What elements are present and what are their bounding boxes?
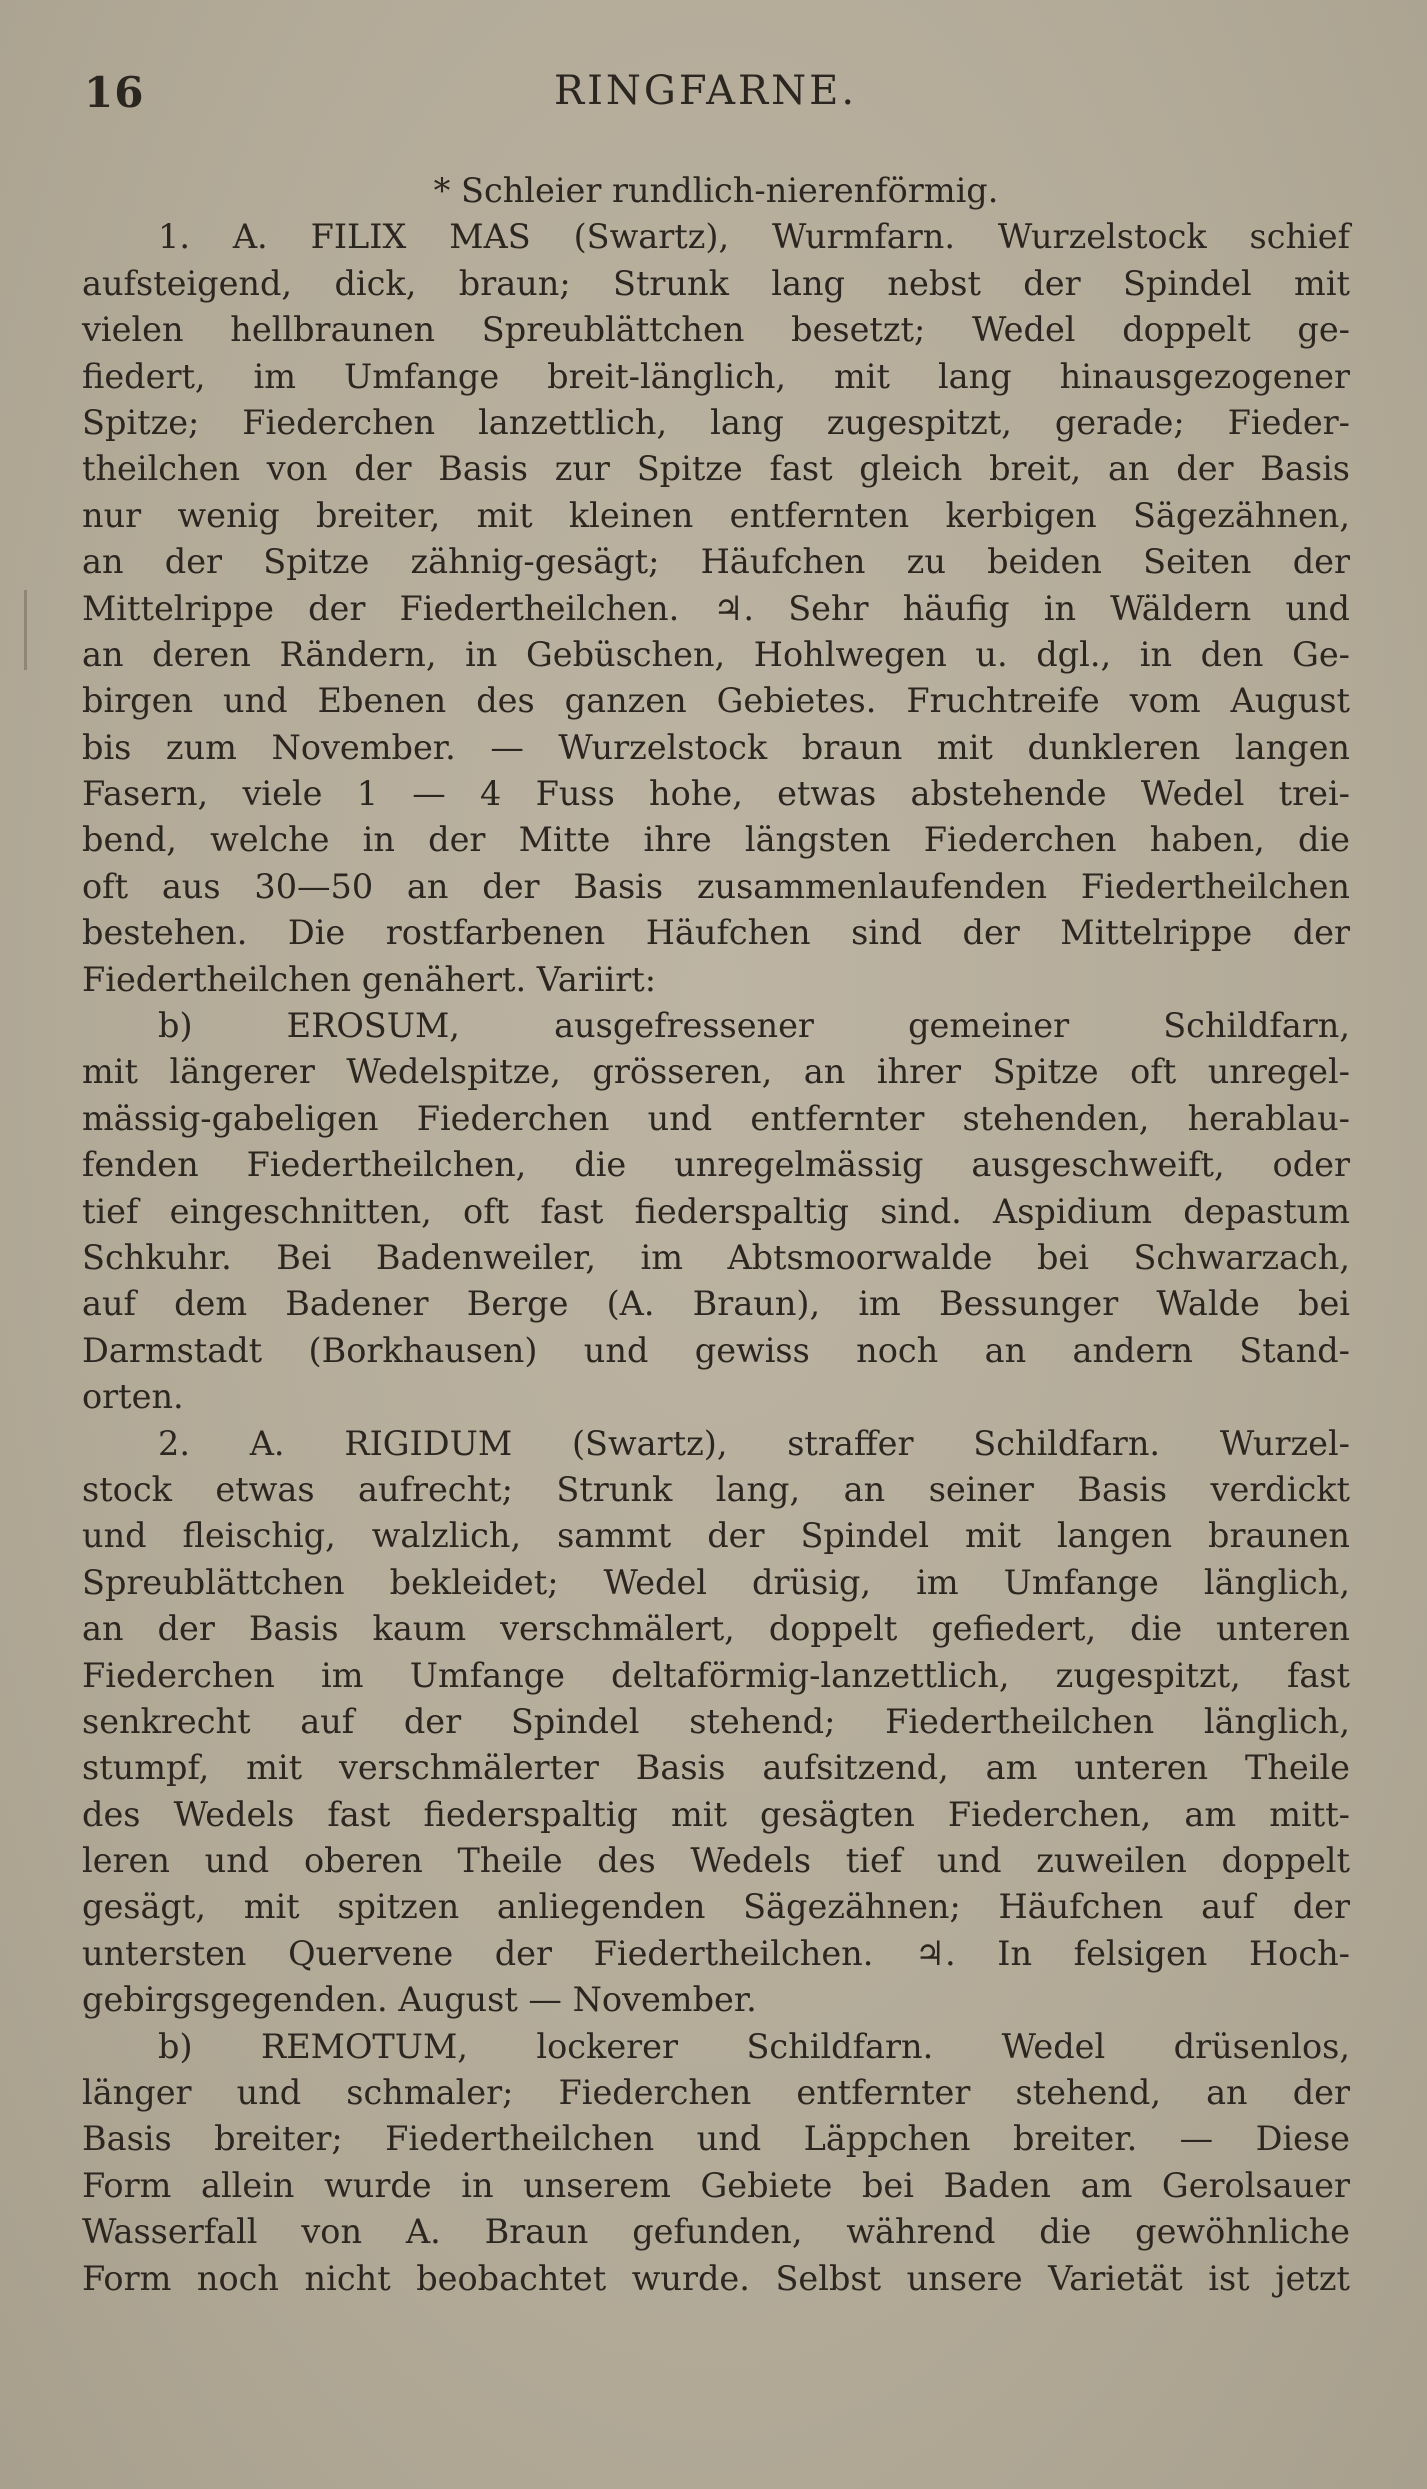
text-line: * Schleier rundlich-nierenförmig. (433, 171, 999, 210)
text-line: fiedert, im Umfange breit-länglich, mit lang hinausgezogener (82, 356, 1350, 396)
text-line: untersten Quervene der Fiedertheilchen. ♃. In felsigen Hoch- (82, 1933, 1350, 1973)
text-line: orten. (82, 1377, 184, 1417)
text-line: tief eingeschnitten, oft fast fiederspaltig sind. Aspidium depastum (82, 1191, 1350, 1231)
body-text (82, 168, 1350, 2302)
text-line: Form noch nicht beobachtet wurde. Selbst unsere Varietät ist jetzt (82, 2258, 1350, 2298)
text-line: Fiedertheilchen genähert. Variirt: (82, 959, 657, 999)
text-line: Schkuhr. Bei Badenweiler, im Abtsmoorwalde bei Schwarzach, (82, 1237, 1350, 1277)
text-line: leren und oberen Theile des Wedels tief und zuweilen doppelt (82, 1841, 1350, 1881)
text-line: nur wenig breiter, mit kleinen entfernten kerbigen Sägezähnen, (82, 495, 1350, 535)
text-line: Fiederchen im Umfange deltaförmig-lanzettlich, zugespitzt, fast (82, 1655, 1350, 1695)
text-line: und fleischig, walzlich, sammt der Spindel mit langen braunen (82, 1516, 1350, 1556)
text-line: mit längerer Wedelspitze, grösseren, an ihrer Spitze oft unregel- (82, 1052, 1350, 1092)
text-line: Basis breiter; Fiedertheilchen und Läppchen breiter. — Diese (82, 2119, 1350, 2159)
text-line: theilchen von der Basis zur Spitze fast gleich breit, an der Basis (82, 449, 1350, 489)
page-header (84, 68, 1354, 128)
text-line: birgen und Ebenen des ganzen Gebietes. Fruchtreife vom August (82, 681, 1350, 721)
text-line: 2. A. RIGIDUM (Swartz), straffer Schildfarn. Wurzel- (158, 1423, 1350, 1463)
text-line: länger und schmaler; Fiederchen entfernter stehend, an der (82, 2073, 1350, 2113)
text-line: an der Spitze zähnig-gesägt; Häufchen zu beiden Seiten der (82, 542, 1350, 582)
margin-mark (24, 590, 27, 670)
text-line: oft aus 30—50 an der Basis zusammenlaufenden Fiedertheilchen (82, 866, 1350, 906)
text-line: b) REMOTUM, lockerer Schildfarn. Wedel drüsenlos, (158, 2026, 1350, 2066)
text-line: stumpf, mit verschmälerter Basis aufsitzend, am unteren Theile (82, 1748, 1350, 1788)
text-line: b) EROSUM, ausgefressener gemeiner Schildfarn, (158, 1006, 1350, 1046)
text-line: Form allein wurde in unserem Gebiete bei Baden am Gerolsauer (82, 2165, 1350, 2205)
text-line: 1. A. FILIX MAS (Swartz), Wurmfarn. Wurzelstock schief (158, 217, 1350, 257)
text-line: des Wedels fast fiederspaltig mit gesägten Fiederchen, am mitt- (82, 1794, 1350, 1834)
text-line: Mittelrippe der Fiedertheilchen. ♃. Sehr häufig in Wäldern und (82, 588, 1350, 628)
text-line: senkrecht auf der Spindel stehend; Fiedertheilchen länglich, (82, 1701, 1350, 1741)
text-line: gebirgsgegenden. August — November. (82, 1980, 757, 2020)
text-line: Fasern, viele 1 — 4 Fuss hohe, etwas abstehende Wedel trei- (82, 774, 1350, 814)
text-line: Spreublättchen bekleidet; Wedel drüsig, im Umfange länglich, (82, 1562, 1350, 1602)
text-line: an der Basis kaum verschmälert, doppelt gefiedert, die unteren (82, 1609, 1350, 1649)
text-line: Darmstadt (Borkhausen) und gewiss noch an andern Stand- (82, 1330, 1350, 1370)
text-line: bestehen. Die rostfarbenen Häufchen sind der Mittelrippe der (82, 913, 1350, 953)
text-line: Spitze; Fiederchen lanzettlich, lang zugespitzt, gerade; Fieder- (82, 402, 1350, 442)
text-line: vielen hellbraunen Spreublättchen besetzt; Wedel doppelt ge- (82, 310, 1350, 350)
running-head: RINGFARNE. (554, 68, 858, 114)
text-line: auf dem Badener Berge (A. Braun), im Bessunger Walde bei (82, 1284, 1350, 1324)
text-line: bis zum November. — Wurzelstock braun mit dunkleren langen (82, 727, 1350, 767)
text-line: an deren Rändern, in Gebüschen, Hohlwegen u. dgl., in den Ge- (82, 634, 1350, 674)
page-number: 16 (84, 68, 145, 117)
text-line: mässig-gabeligen Fiederchen und entfernter stehenden, herablau- (82, 1098, 1350, 1138)
text-line: bend, welche in der Mitte ihre längsten Fiederchen haben, die (82, 820, 1350, 860)
text-line: Wasserfall von A. Braun gefunden, während die gewöhnliche (82, 2212, 1350, 2252)
text-line: fenden Fiedertheilchen, die unregelmässig ausgeschweift, oder (82, 1145, 1350, 1185)
text-line: stock etwas aufrecht; Strunk lang, an seiner Basis verdickt (82, 1469, 1350, 1509)
text-line: gesägt, mit spitzen anliegenden Sägezähnen; Häufchen auf der (82, 1887, 1350, 1927)
text-line: aufsteigend, dick, braun; Strunk lang nebst der Spindel mit (82, 263, 1350, 303)
